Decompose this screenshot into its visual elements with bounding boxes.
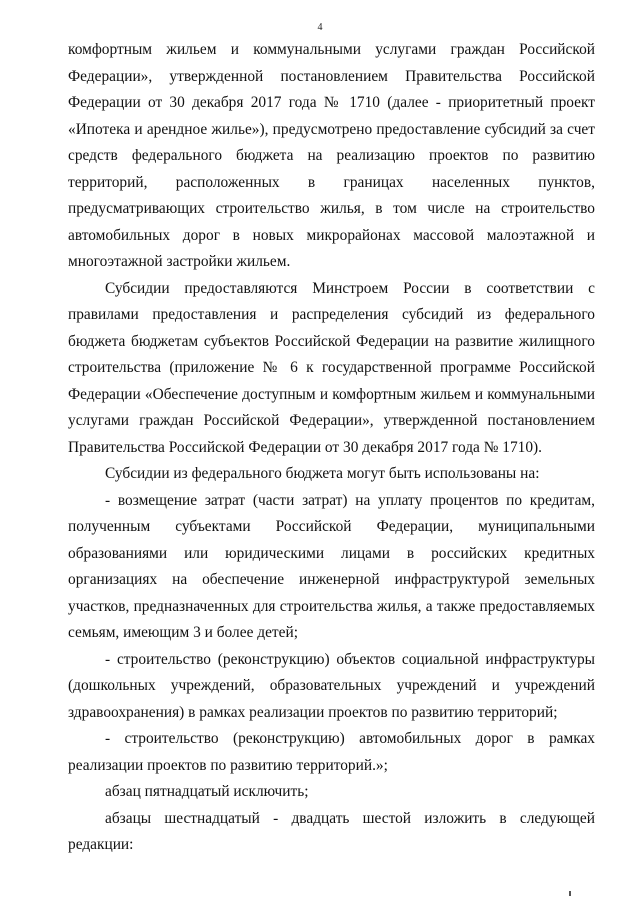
list-item-interest-costs: - возмещение затрат (части затрат) на уплату процентов по кредитам, полученным субъектами Российской Федерации, муниципальными образованиями или юридическими лицами в российских кредитных организациях на обеспечение инженерной инфраструктурой земельных участков, предназначенных для строительства жилья, а также предоставляемых семьям, имеющим 3 и более детей;: [68, 491, 595, 641]
paragraph-sixteenth-to-twentysixth: абзацы шестнадцатый - двадцать шестой изложить в следующей редакции:: [68, 809, 595, 853]
scan-mark: [569, 891, 571, 896]
paragraph-subsidies-provided: Субсидии предоставляются Минстроем России в соответствии с правилами предоставления и распределения субсидий из федерального бюджета бюджетам субъектов Российской Федерации на развитие жилищного строительства (приложение № 6 к государственной программе Российской Федерации «Обеспечение доступным и комфортным жильем и коммунальными услугами граждан Российской Федерации», утвержденной постановлением Правительства Российской Федерации от 30 декабря 2017 года № 1710).: [68, 279, 595, 456]
paragraph-subsidies-use: Субсидии из федерального бюджета могут быть использованы на:: [105, 465, 540, 482]
paragraph-continuation: комфортным жильем и коммунальными услугами граждан Российской Федерации», утвержденной постановлением Правительства Российской Федерации от 30 декабря 2017 года № 1710 (далее - приоритетный проект «Ипотека и арендное жилье»), предусмотрено предоставление субсидий за счет средств федерального бюджета на реализацию проектов по развитию территорий, расположенных в границах населенных пунктов, предусматривающих строительство жилья, в том числе на строительство автомобильных дорог в новых микрорайонах массовой малоэтажной и многоэтажной застройки жильем.: [68, 41, 595, 270]
list-item-social-infrastructure: - строительство (реконструкцию) объектов социальной инфраструктуры (дошкольных учреждений, образовательных учреждений и учреждений здравоохранения) в рамках реализации проектов по развитию территорий;: [68, 650, 595, 721]
page-number: 4: [317, 22, 323, 33]
list-item-roads: - строительство (реконструкцию) автомобильных дорог в рамках реализации проектов по развитию территорий.»;: [68, 730, 595, 774]
paragraph-fifteenth-excluded: абзац пятнадцатый исключить;: [105, 783, 309, 800]
document-body: [68, 37, 595, 859]
